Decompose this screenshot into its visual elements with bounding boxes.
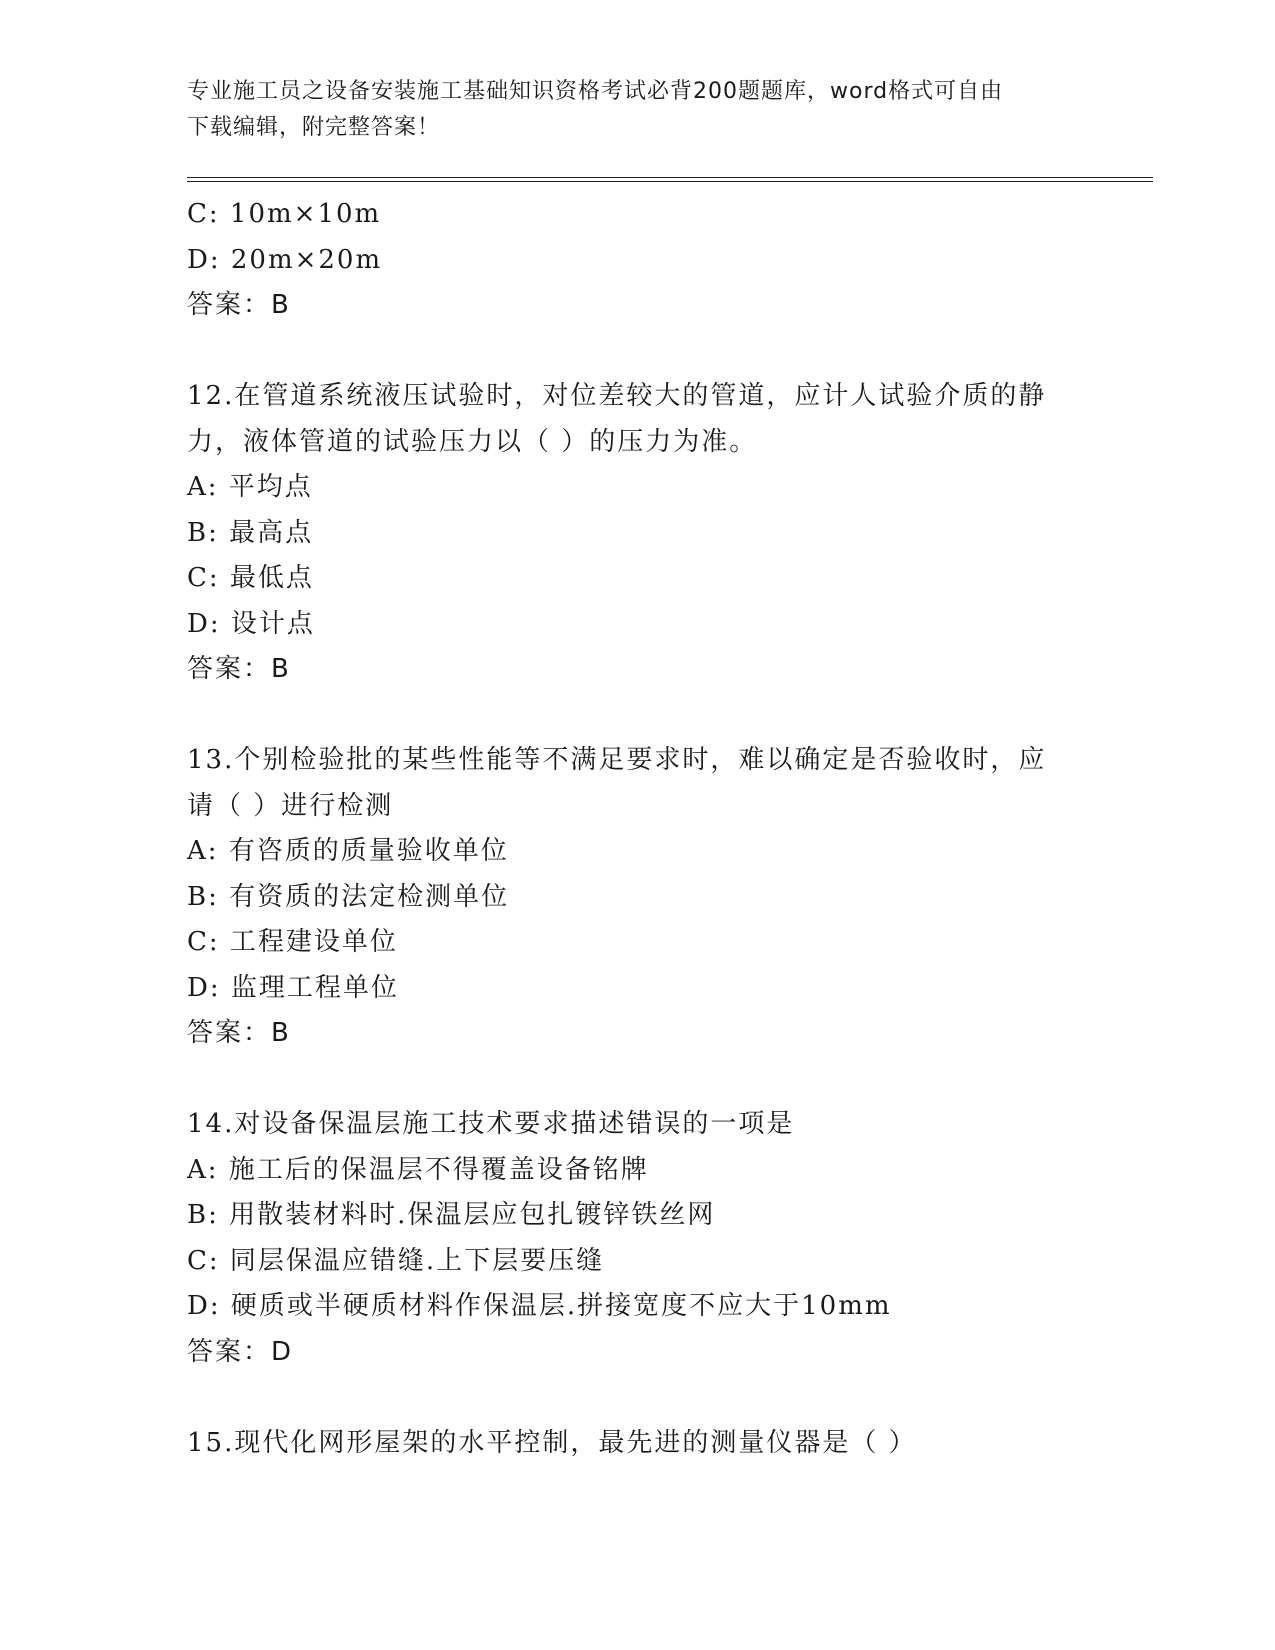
- question-stem-line-1: 14.对设备保温层施工技术要求描述错误的一项是: [187, 1109, 795, 1139]
- answer: 答案：B: [187, 1018, 291, 1048]
- document-header: [187, 74, 1087, 146]
- option-c: C: 10m×10m: [187, 199, 382, 229]
- header-divider: [187, 177, 1153, 182]
- question-list: [187, 192, 1087, 1466]
- question-12: [187, 374, 1087, 693]
- option-b: B: 用散装材料时.保温层应包扎镀锌铁丝网: [187, 1200, 716, 1230]
- question-stem-line-2: 力，液体管道的试验压力以（ ）的压力为准。: [187, 426, 758, 457]
- spacer: [187, 1375, 1087, 1421]
- header-title-line-2: 下载编辑，附完整答案！: [187, 115, 441, 140]
- option-a: A: 施工后的保温层不得覆盖设备铭牌: [187, 1154, 649, 1185]
- option-d: D: 设计点: [187, 608, 315, 639]
- option-d: D: 监理工程单位: [187, 972, 399, 1003]
- question-stem-line-1: 15.现代化网形屋架的水平控制，最先进的测量仪器是（ ）: [187, 1427, 917, 1458]
- option-c: C: 最低点: [187, 563, 314, 593]
- question-13: [187, 738, 1087, 1057]
- spacer: [187, 693, 1087, 739]
- question-stem-line-1: 13.个别检验批的某些性能等不满足要求时，难以确定是否验收时，应: [187, 745, 1047, 775]
- option-c: C: 同层保温应错缝.上下层要压缝: [187, 1245, 605, 1276]
- option-d: D: 硬质或半硬质材料作保温层.拼接宽度不应大于10mm: [187, 1291, 892, 1321]
- option-c: C: 工程建设单位: [187, 927, 398, 957]
- option-a: A: 有咨质的质量验收单位: [187, 836, 509, 866]
- question-stem-line-2: 请（ ）进行检测: [187, 790, 394, 821]
- option-b: B: 最高点: [187, 517, 314, 548]
- answer: 答案：B: [187, 290, 291, 320]
- option-a: A: 平均点: [187, 472, 313, 502]
- spacer: [187, 1057, 1087, 1103]
- answer: 答案：B: [187, 654, 291, 684]
- option-d: D: 20m×20m: [187, 244, 383, 275]
- question-stem-line-1: 12.在管道系统液压试验时，对位差较大的管道，应计人试验介质的静: [187, 381, 1047, 411]
- question-14: [187, 1102, 1087, 1375]
- answer: 答案：D: [187, 1336, 294, 1367]
- header-title-line-1: 专业施工员之设备安装施工基础知识资格考试必背200题题库，word格式可自由: [187, 79, 1004, 104]
- question-15: [187, 1421, 1087, 1467]
- spacer: [187, 329, 1087, 375]
- option-b: B: 有资质的法定检测单位: [187, 881, 510, 912]
- question-11: [187, 192, 1087, 329]
